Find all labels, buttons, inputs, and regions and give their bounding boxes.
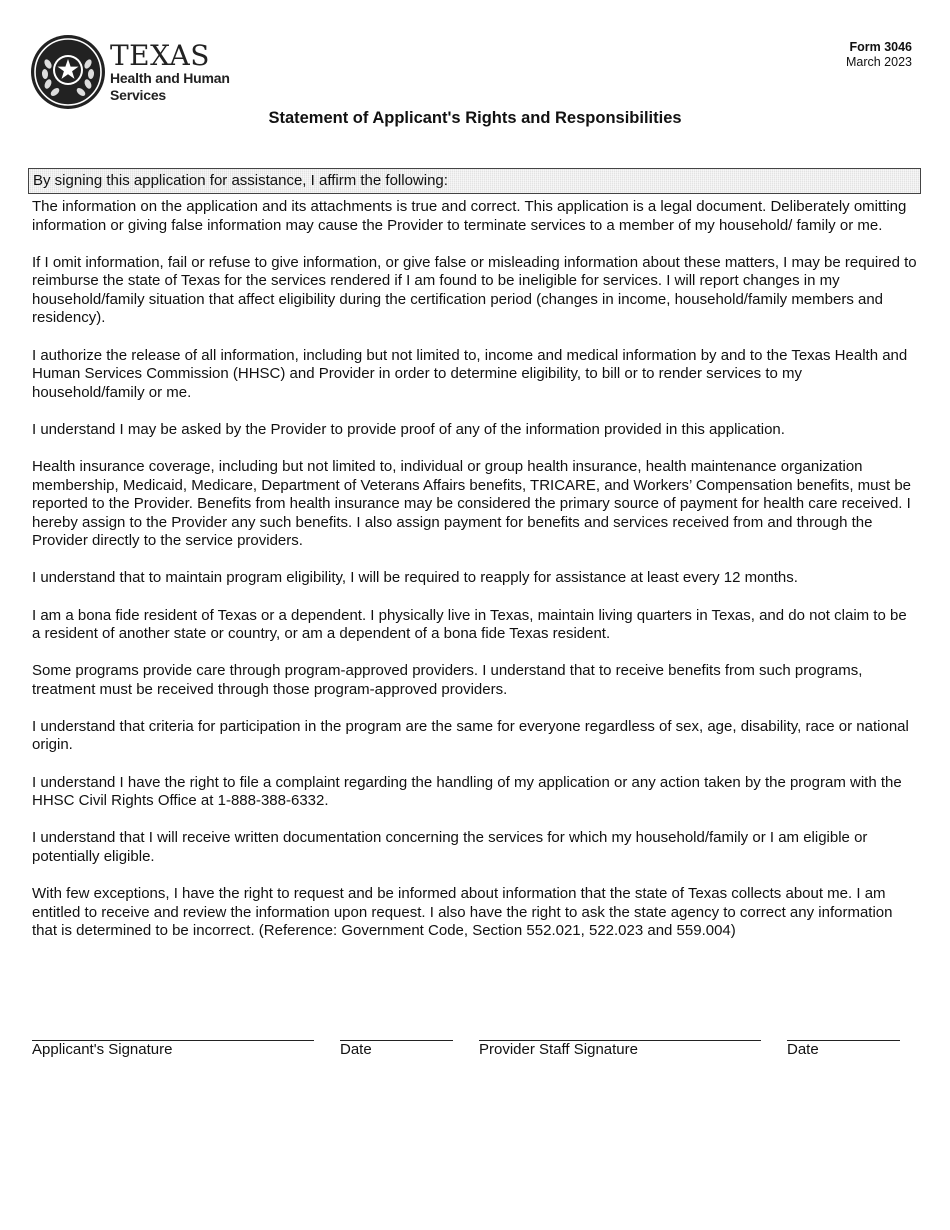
- logo-texas-text: TEXAS: [110, 39, 210, 72]
- provider-date-label: Date: [787, 1041, 819, 1058]
- document-title: Statement of Applicant's Rights and Responsibilities: [268, 109, 682, 127]
- logo-agency-line2: Services: [110, 87, 167, 103]
- statement-body: [32, 198, 917, 959]
- paragraph-reapply: I understand that to maintain program eligibility, I will be required to reapply for assistance at least every 12 months.: [32, 569, 798, 587]
- form-number: Form 3046: [849, 40, 912, 54]
- paragraph-residency: I am a bona fide resident of Texas or a dependent. I physically live in Texas, maintain living quarters in Texas, and do not claim to be a resident of another state or country, or am a dependent of a bona fide Texas resident.: [32, 606, 907, 643]
- paragraph-nondiscrimination: I understand that criteria for participation in the program are the same for everyone regardless of sex, age, disability, race or national origin.: [32, 717, 909, 754]
- affirm-heading: By signing this application for assistance, I affirm the following:: [28, 168, 921, 194]
- signature-row: [0, 1040, 950, 1070]
- applicant-date-field[interactable]: [340, 1040, 453, 1058]
- form-date: March 2023: [845, 55, 912, 69]
- texas-seal-icon: [30, 34, 106, 110]
- paragraph-proof: I understand I may be asked by the Provider to provide proof of any of the information provided in this application.: [32, 420, 785, 438]
- logo-agency-line1: Health and Human: [110, 70, 230, 86]
- applicant-date-label: Date: [340, 1041, 372, 1058]
- applicant-signature-label: Applicant's Signature: [32, 1041, 173, 1058]
- paragraph-reimbursement: If I omit information, fail or refuse to give information, or give false or misleading information about these matters, I may be required to reimburse the state of Texas for the services rendered if I am found to be ineligible for services. I will report changes in my household/family situation that affect eligibility during the certification period (changes in income, household/family members and residency).: [32, 253, 917, 327]
- paragraph-documentation: I understand that I will receive written documentation concerning the services for which my household/family or I am eligible or potentially eligible.: [32, 829, 868, 865]
- paragraph-approved-providers: Some programs provide care through program-approved providers. I understand that to receive benefits from such programs, treatment must be received through those program-approved providers.: [32, 662, 863, 698]
- provider-date-field[interactable]: [787, 1040, 900, 1058]
- paragraph-health-insurance: Health insurance coverage, including but not limited to, individual or group health insurance, health maintenance organization membership, Medicaid, Medicare, Department of Veterans Affairs benefits, TRICARE, and Workers’ Compensation benefits, must be reported to the Provider. Benefits from health insurance may be considered the primary source of payment for health care received. I hereby assign to the Provider any such benefits. I also assign payment for benefits and services received from and through the Provider directly to the service providers.: [32, 457, 912, 550]
- paragraph-information-rights: With few exceptions, I have the right to request and be informed about information that the state of Texas collects about me. I am entitled to receive and review the information upon request. I also have the right to ask the state agency to correct any information that is determined to be incorrect. (Reference: Government Code, Section 552.021, 522.023 and 559.004): [32, 884, 893, 940]
- paragraph-release-authorization: I authorize the release of all information, including but not limited to, income and medical information by and to the Texas Health and Human Services Commission (HHSC) and Provider in order to determine eligibility, to bill or to render services to my household/family or me.: [32, 346, 908, 401]
- provider-signature-field[interactable]: [479, 1040, 761, 1058]
- hhs-logo: [30, 34, 230, 114]
- paragraph-complaint: I understand I have the right to file a complaint regarding the handling of my application or any action taken by the program with the HHSC Civil Rights Office at 1-888-388-6332.: [32, 773, 902, 810]
- form-identifier: [846, 40, 912, 70]
- applicant-signature-field[interactable]: [32, 1040, 314, 1058]
- paragraph-truthfulness: The information on the application and its attachments is true and correct. This application is a legal document. Deliberately omitting information or giving false information may cause the Provider to terminate services to a member of my household/ family or me.: [32, 198, 907, 234]
- provider-signature-label: Provider Staff Signature: [479, 1041, 638, 1058]
